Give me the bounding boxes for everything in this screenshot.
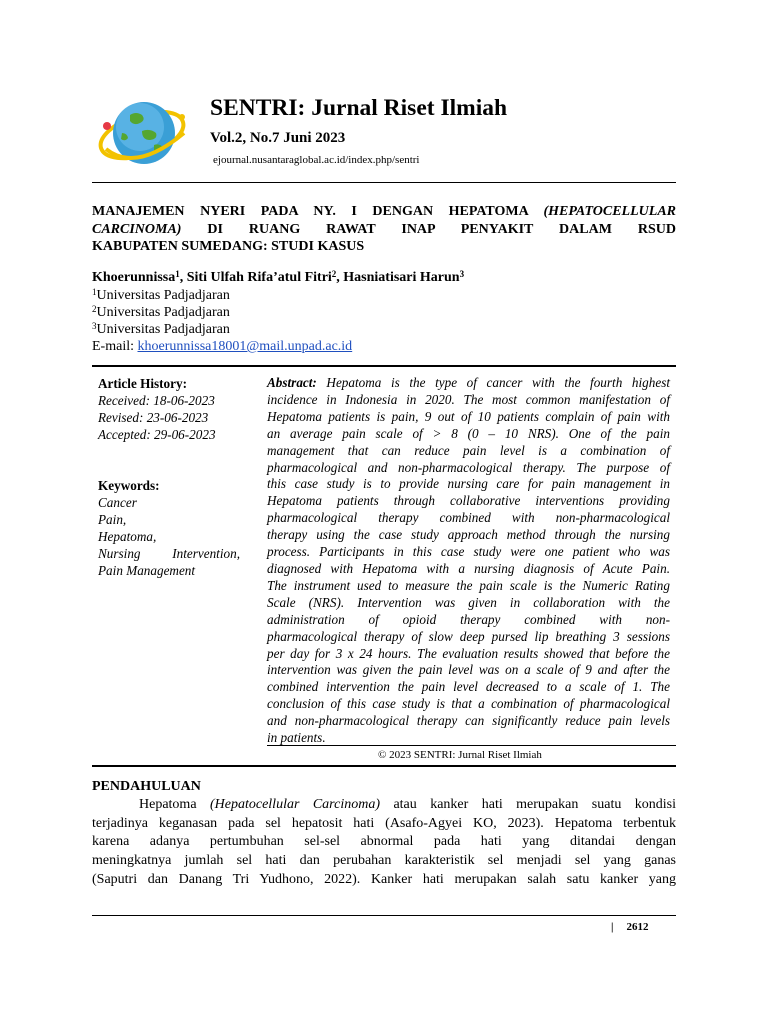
abstract-line: diagnosed with Hepatoma with a nursing diagnosis of Acute Pain. [267, 560, 670, 576]
body-paragraph [92, 796, 676, 890]
abstract-line: process. Participants in this case study were one patient who was [267, 544, 670, 560]
author-sup: 1 [175, 269, 180, 279]
abstract-line: intervention was given the pain level was on a scale of 9 and after the [267, 662, 670, 678]
body-text: Hepatoma [139, 797, 210, 812]
abstract-line: The instrument used to measure the pain scale is the Numeric Rating [267, 577, 670, 593]
page-number-value: 2612 [626, 921, 649, 933]
affiliation-name: Universitas Padjadjaran [96, 322, 230, 337]
keywords [98, 477, 240, 579]
body-line: (Saputri dan Danang Tri Yudhono, 2022). Kanker hati merupakan salah satu kanker yang [92, 871, 676, 887]
affiliation-sup: 1 [92, 287, 97, 297]
abstract-line: administration of opioid therapy combined with non- [267, 611, 670, 627]
body-text-italic: (Hepatocellular Carcinoma) [209, 797, 380, 812]
title-line-2: DI RUANG RAWAT INAP PENYAKIT DALAM RSUD [181, 221, 676, 237]
abstract-line: this case study is to provide nursing care for pain management in [267, 476, 670, 492]
abstract-top-rule [92, 365, 676, 367]
keyword: Hepatoma, [98, 529, 157, 544]
abstract-line: pharmacological therapy of slow deep pursed lip breathing 3 sessions [267, 628, 670, 644]
author-sep: , [336, 270, 344, 285]
affiliation-3 [92, 322, 230, 338]
page-number [611, 921, 648, 933]
affiliation-name: Universitas Padjadjaran [96, 288, 230, 303]
abstract [267, 375, 670, 747]
title-line-3: KABUPATEN SUMEDANG: STUDI KASUS [92, 239, 365, 254]
history-revised: Revised: 23-06-2023 [98, 410, 209, 425]
email-link[interactable]: khoerunnissa18001@mail.unpad.ac.id [137, 339, 353, 354]
body-line: karena adanya pertumbuhan sel-sel abnormal pada hati yang ditandai dengan [92, 834, 676, 850]
abstract-line: an average pain scale of > 8 (0 – 10 NRS). One of the pain [267, 425, 670, 441]
title-line-2-italic: CARCINOMA) [92, 221, 182, 237]
keyword: Pain, [98, 512, 127, 527]
abstract-line: incidence in Indonesia in 2020. The most common manifestation of [267, 391, 670, 407]
history-heading: Article History: [98, 376, 187, 391]
history-received: Received: 18-06-2023 [98, 393, 215, 408]
email-line [92, 339, 352, 355]
section-heading: PENDAHULUAN [92, 779, 201, 794]
copyright-rule [267, 745, 676, 746]
author-sup: 2 [331, 269, 337, 279]
abstract-line: per day for 3 x 24 hours. The evaluation results showed that before the [267, 645, 670, 661]
affiliation-name: Universitas Padjadjaran [96, 305, 230, 320]
page-separator: | [611, 921, 614, 933]
footer-rule [92, 915, 676, 916]
abstract-line: pharmacological therapy combined with non-pharmacological [267, 510, 670, 526]
article-history [98, 375, 216, 443]
email-label: E-mail: [92, 339, 138, 354]
history-accepted: Accepted: 29-06-2023 [98, 427, 216, 442]
abstract-line: in patients. [267, 730, 326, 746]
affiliation-sup: 3 [92, 321, 97, 331]
author-sep: , [179, 270, 187, 285]
abstract-line: Hepatoma patients is pain, 9 out of 10 patients complain of pain with [267, 408, 670, 424]
keyword: Cancer [98, 495, 137, 510]
copyright: © 2023 SENTRI: Jurnal Riset Ilmiah [378, 749, 542, 761]
journal-volume: Vol.2, No.7 Juni 2023 [210, 130, 346, 146]
header-rule [92, 182, 676, 183]
abstract-line: Hepatoma patients through collaborative interventions providing [267, 493, 670, 509]
body-line: terjadinya keganasan pada sel hepatosit hati (Asafo-Agyei KO, 2023). Hepatoma terbentuk [92, 815, 676, 831]
journal-logo [96, 97, 188, 169]
article-title [92, 203, 676, 256]
abstract-line: and non-pharmacological therapy can significantly reduce pain levels [267, 713, 670, 729]
abstract-bottom-rule [92, 765, 676, 767]
abstract-line: therapy using the case study approach method through the nursing [267, 527, 670, 543]
author-name: Hasniatisari Harun [343, 270, 460, 285]
abstract-line: combined intervention the pain level decreased to a scale of 1. The [267, 679, 670, 695]
author-name: Khoerunnissa [92, 270, 176, 285]
abstract-label: Abstract: [267, 375, 317, 390]
affiliation-sup: 2 [92, 304, 97, 314]
title-line-1: MANAJEMEN NYERI PADA NY. I DENGAN HEPATOMA [92, 204, 544, 219]
body-text: atau kanker hati merupakan suatu kondisi [380, 797, 677, 812]
abstract-line: Hepatoma is the type of cancer with the fourth highest [316, 375, 670, 390]
affiliation-1 [92, 288, 230, 304]
body-line: meningkatnya jumlah sel hati dan perubahan karakteristik sel menjadi sel yang ganas [92, 853, 676, 869]
journal-url[interactable]: ejournal.nusantaraglobal.ac.id/index.php/sentri [213, 154, 420, 166]
author-list [92, 270, 464, 286]
title-line-1-italic: (HEPATOCELLULAR [543, 204, 676, 219]
affiliation-2 [92, 305, 230, 321]
abstract-line: management that can reduce pain level is a combination of [267, 442, 670, 458]
keyword: Nursing Intervention, [98, 546, 240, 561]
author-name: Siti Ulfah Rifa’atul Fitri [186, 270, 332, 285]
journal-title: SENTRI: Jurnal Riset Ilmiah [210, 95, 508, 121]
abstract-line: pharmacological and non-pharmacological therapy. The purpose of [267, 459, 670, 475]
keyword: Pain Management [98, 563, 196, 578]
author-sup: 3 [459, 269, 465, 279]
abstract-line: conclusion of this case study is that a combination of pharmacological [267, 696, 670, 712]
keywords-heading: Keywords: [98, 478, 160, 493]
abstract-line: Scale (NRS). Intervention was given in collaboration with the [267, 594, 670, 610]
